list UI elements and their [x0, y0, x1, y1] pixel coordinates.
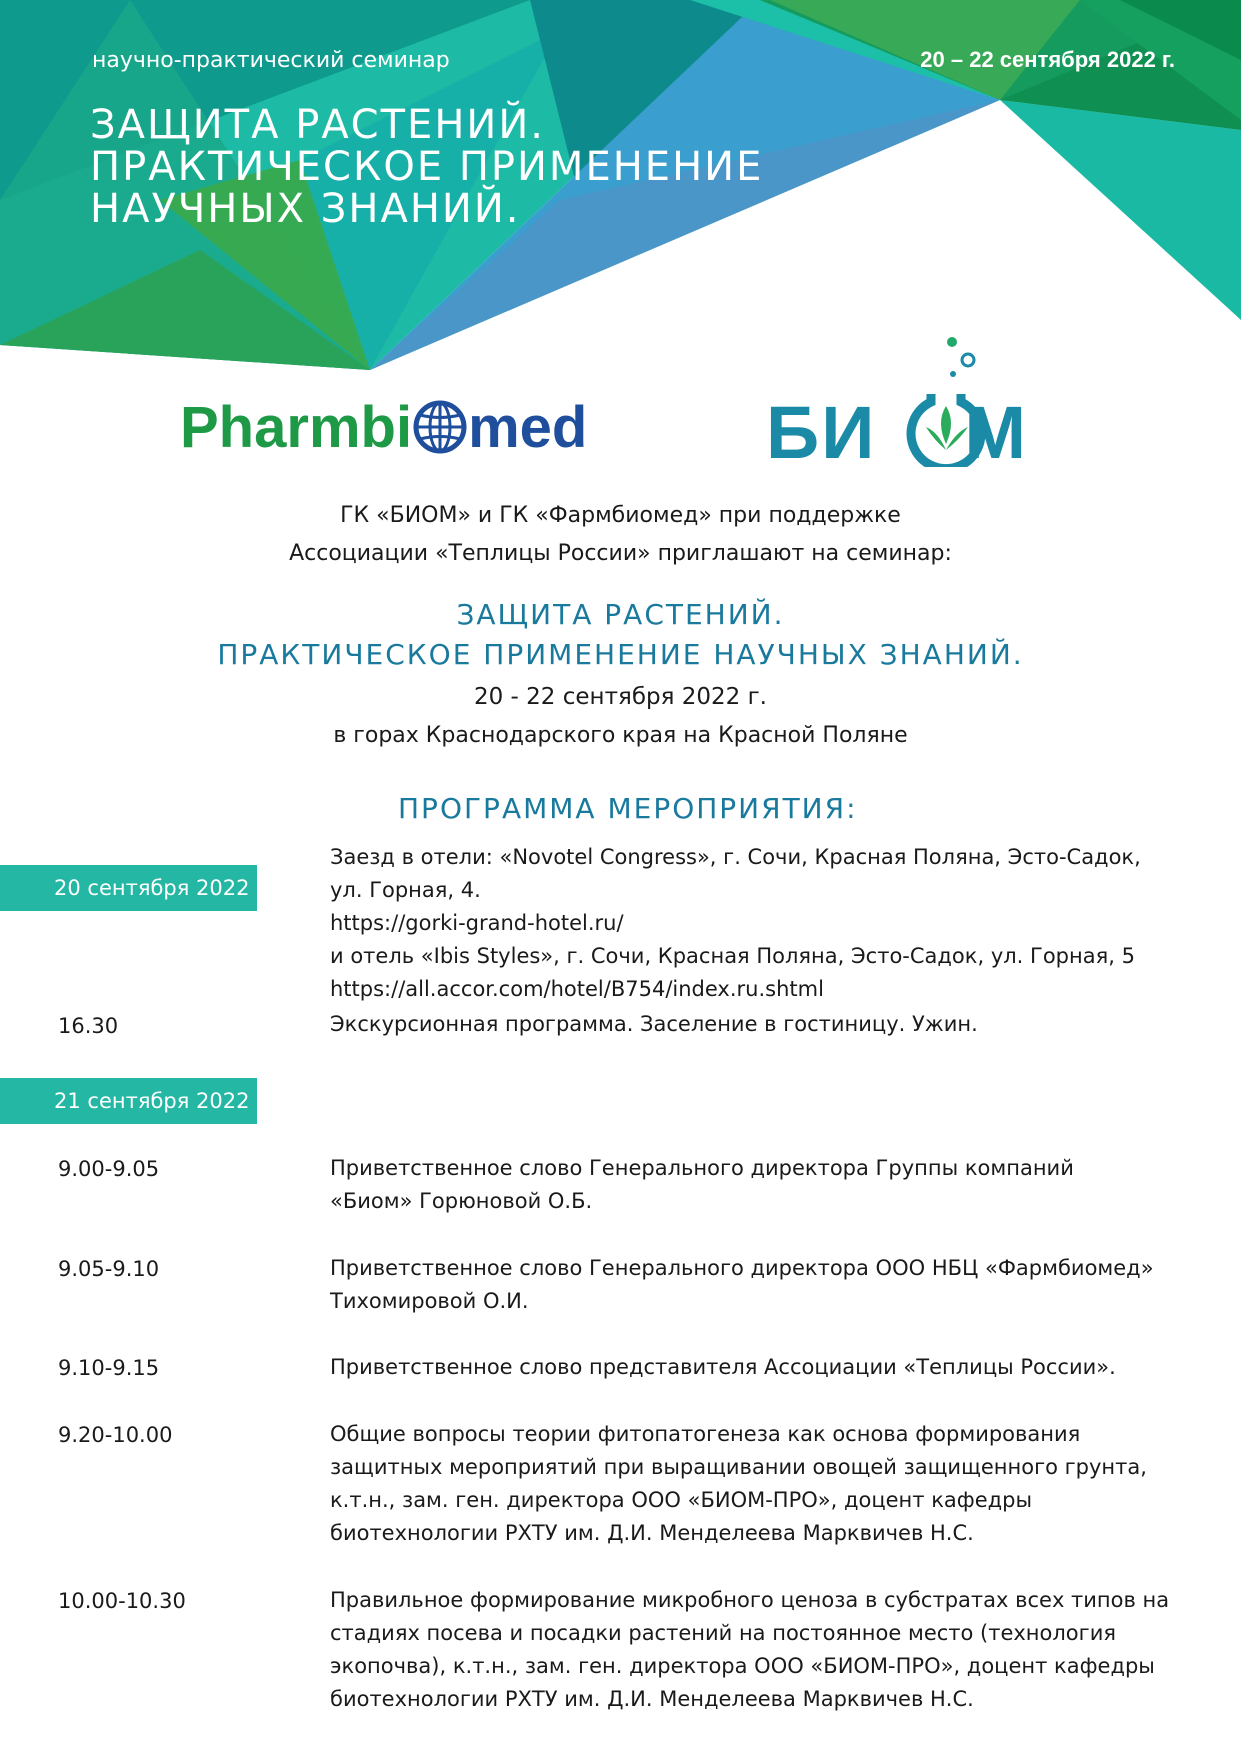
schedule-time: 9.20-10.00: [58, 1423, 173, 1447]
event-dates: 20 - 22 сентября 2022 г.: [473, 684, 767, 710]
schedule-item-line: биотехнологии РХТУ им. Д.И. Менделеева Марквичев Н.С.: [330, 1521, 974, 1545]
banner-title-line: ЗАЩИТА РАСТЕНИЙ.: [90, 102, 545, 148]
header-banner: [0, 0, 1241, 380]
arrival-link[interactable]: https://gorki-grand-hotel.ru/: [330, 911, 624, 935]
biom-logo-prefix: БИ: [766, 391, 877, 474]
program-heading: ПРОГРАММА МЕРОПРИЯТИЯ:: [398, 792, 858, 825]
schedule-item-line: к.т.н., зам. ген. директора ООО «БИОМ-ПРО», доцент кафедры: [330, 1488, 1033, 1512]
schedule-item-line: Приветственное слово Генерального директора ООО НБЦ «Фармбиомед»: [330, 1256, 1154, 1280]
banner-title-line: НАУЧНЫХ ЗНАНИЙ.: [90, 186, 521, 232]
intro-line-2: Ассоциации «Теплицы России» приглашают на семинар:: [289, 541, 952, 566]
pharmbiomed-logo: [180, 392, 587, 462]
globe-icon: [413, 400, 467, 454]
schedule-item: [330, 1584, 1169, 1716]
pharmbiomed-logo-suffix: med: [468, 394, 588, 460]
day-label-20-sept: [0, 865, 257, 911]
arrival-line: Заезд в отели: «Novotel Congress», г. Сочи, Красная Поляна, Эсто-Садок,: [330, 845, 1141, 869]
biom-logo-suffix: М: [964, 391, 1029, 474]
intro-line-1: ГК «БИОМ» и ГК «Фармбиомед» при поддержке: [340, 503, 901, 528]
arrival-line: и отель «Ibis Styles», г. Сочи, Красная Поляна, Эсто-Садок, ул. Горная, 5: [330, 944, 1135, 968]
day-label-text: 21 сентября 2022: [54, 1089, 250, 1113]
schedule-item-line: Экскурсионная программа. Заселение в гостиницу. Ужин.: [330, 1012, 978, 1036]
event-place: в горах Краснодарского края на Красной Поляне: [333, 723, 908, 748]
arrival-info: [330, 841, 1141, 1006]
biom-logo: [766, 332, 1029, 474]
day-label-text: 20 сентября 2022: [54, 876, 250, 900]
schedule-time: 9.10-9.15: [58, 1356, 160, 1380]
schedule-time: 9.05-9.10: [58, 1257, 160, 1281]
schedule-item-line: Приветственное слово Генерального директора Группы компаний: [330, 1156, 1074, 1180]
schedule-item-line: Тихомировой О.И.: [330, 1289, 529, 1313]
schedule-time: 9.00-9.05: [58, 1157, 160, 1181]
banner-title-line: ПРАКТИЧЕСКОЕ ПРИМЕНЕНИЕ: [90, 144, 764, 190]
schedule-item-line: защитных мероприятий при выращивании овощей защищенного грунта,: [330, 1455, 1147, 1479]
banner-title: [90, 104, 763, 230]
schedule-item-line: Приветственное слово представителя Ассоциации «Теплицы России».: [330, 1355, 1116, 1379]
event-title-line-1: ЗАЩИТА РАСТЕНИЙ.: [456, 598, 785, 631]
schedule-item-line: Общие вопросы теории фитопатогенеза как основа формирования: [330, 1422, 1081, 1446]
schedule-item: [330, 1351, 1116, 1384]
schedule-item: [330, 1418, 1147, 1550]
schedule-item-line: «Биом» Горюновой О.Б.: [330, 1189, 593, 1213]
day-label-21-sept: [0, 1078, 257, 1124]
schedule-item-line: биотехнологии РХТУ им. Д.И. Менделеева Марквичев Н.С.: [330, 1687, 974, 1711]
schedule-item-line: стадиях посева и посадки растений на постоянное место (технология: [330, 1621, 1116, 1645]
pharmbiomed-logo-prefix: Pharmbi: [180, 394, 413, 460]
event-title-line-2: ПРАКТИЧЕСКОЕ ПРИМЕНЕНИЕ НАУЧНЫХ ЗНАНИЙ.: [217, 638, 1024, 671]
schedule-item: [330, 1252, 1154, 1318]
schedule-time: 16.30: [58, 1014, 119, 1038]
schedule-item: [330, 1152, 1074, 1218]
banner-dates: 20 – 22 сентября 2022 г.: [920, 47, 1175, 72]
schedule-item-line: Правильное формирование микробного ценоза в субстратах всех типов на: [330, 1588, 1170, 1612]
schedule-item-line: экопочва), к.т.н., зам. ген. директора ООО «БИОМ-ПРО», доцент кафедры: [330, 1654, 1155, 1678]
schedule-item: [330, 1008, 978, 1041]
arrival-link[interactable]: https://all.accor.com/hotel/B754/index.ru.shtml: [330, 977, 824, 1001]
schedule-time: 10.00-10.30: [58, 1589, 186, 1613]
arrival-line: ул. Горная, 4.: [330, 878, 481, 902]
biom-logo-text: [766, 390, 1028, 475]
banner-subtitle: научно-практический семинар: [92, 48, 450, 73]
